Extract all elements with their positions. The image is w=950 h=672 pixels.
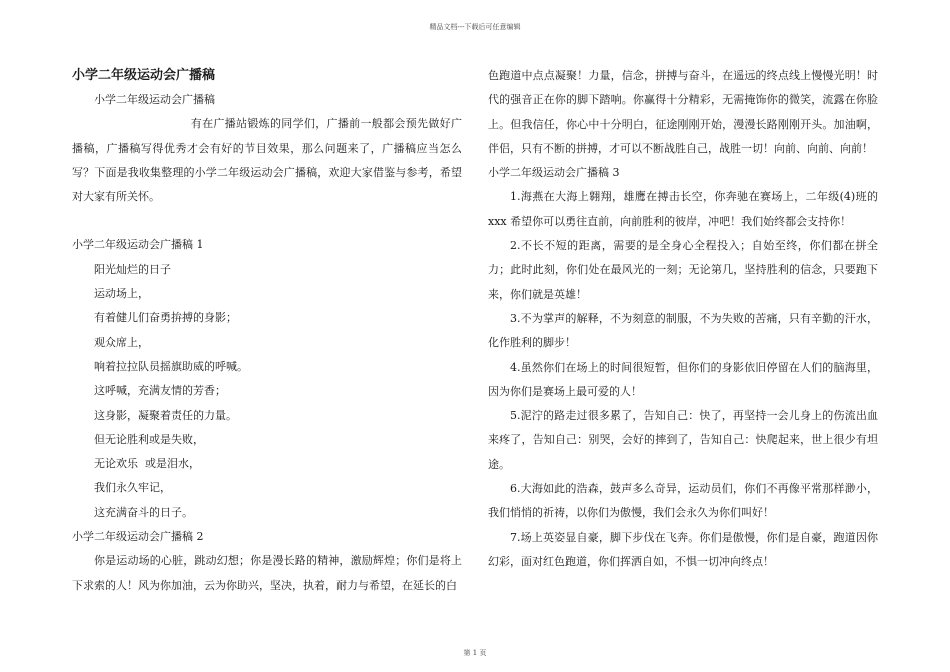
poem-line: 我们永久牢记， — [94, 481, 171, 495]
list-item: 1.海燕在大海上翱翔，雄鹰在搏击长空，你奔驰在赛场上，二年级(4)班的 xxx 希望你可以勇往直前，向前胜利的彼岸，冲吧！我们始终都会支持你！ — [488, 190, 878, 228]
poem-line: 这身影，凝聚着责任的力量。 — [94, 408, 237, 422]
list-item: 6.大海如此的浩森，鼓声多么奇异，运动员们，你们不再像平常那样渺小，我们悄悄的祈祷，以你们为傲慢，我们会永久为你们叫好！ — [488, 482, 878, 520]
poem-line: 响着拉拉队员摇旗助威的呼喊。 — [94, 359, 248, 373]
poem-line: 观众席上， — [94, 335, 149, 349]
section2-heading: 小学二年级运动会广播稿 2 — [72, 530, 204, 544]
poem-line: 运动场上， — [94, 287, 149, 301]
section2-paragraph-continued: 色跑道中点点凝聚！力量，信念，拼搏与奋斗，在遥远的终点线上慢慢光明！时代的强音正在你的脚下踏响。你赢得十分精彩，无需掩饰你的微笑，流露在你脸上。但我信任，你心中十分明白，征途刚刚开始，漫漫长路刚刚开头。加油啊，伴侣，只有不断的拼搏，才可以不断战胜自己，战胜一切！向前、向前、向前！ — [488, 69, 878, 155]
right-column — [488, 64, 878, 574]
section2-paragraph: 你是运动场的心脏，跳动幻想；你是漫长路的精神，激励辉煌；你们是将上下求索的人！风为你加油，云为你助兴，坚决，执着，耐力与希望，在延长的白 — [72, 554, 462, 592]
subtitle: 小学二年级运动会广播稿 — [94, 93, 215, 106]
page-footer: 第 1 页 — [463, 649, 487, 657]
section3-heading: 小学二年级运动会广播稿 3 — [488, 166, 620, 180]
list-item: 3.不为掌声的解释，不为刻意的制服，不为失败的苦痛，只有辛勤的汗水，化作胜利的脚步！ — [488, 311, 878, 350]
list-item: 2.不长不短的距离，需要的是全身心全程投入；自始至终，你们都在拼全力；此时此刻，你们处在最风光的一刻；无论第几，坚持胜利的信念，只要跑下来，你们就是英雄！ — [488, 239, 878, 301]
left-column — [72, 64, 462, 598]
poem-line: 阳光灿烂的日子 — [94, 262, 171, 276]
list-item: 7.场上英姿显自豪，脚下步伐在飞奔。你们是傲慢，你们是自豪，跑道因你幻彩，面对红色跑道，你们挥洒自如，不惧一切冲向终点！ — [488, 530, 878, 568]
page-header: 精品文档---下载后可任意编辑 — [429, 23, 521, 31]
poem-line: 这充满奋斗的日子。 — [94, 505, 193, 519]
poem-line: 但无论胜利或是失败， — [94, 432, 204, 446]
intro-paragraph: 有在广播站锻炼的同学们，广播前一般都会预先做好广播稿，广播稿写得优秀才会有好的节目效果，那么问题来了，广播稿应当怎么写？下面是我收集整理的小学二年级运动会广播稿，欢迎大家借鉴与参考，希望对大家有所关怀。 — [72, 117, 462, 204]
poem-line: 这呼喊，充满友情的芳香； — [94, 384, 226, 398]
poem-line: 无论欢乐 或是泪水， — [94, 457, 200, 471]
list-item: 5.泥泞的路走过很多累了，告知自己：快了，再坚持一会儿身上的伤流出血来疼了，告知自己：别哭，会好的摔到了，告知自己：快爬起来，世上很少有坦途。 — [488, 409, 878, 471]
spacer — [72, 209, 462, 233]
poem-line: 有着健儿们奋勇拚搏的身影； — [94, 311, 237, 325]
document-title: 小学二年级运动会广播稿 — [72, 68, 216, 83]
section1-heading: 小学二年级运动会广播稿 1 — [72, 238, 204, 252]
list-item: 4.虽然你们在场上的时间很短暂，但你们的身影依旧停留在人们的脑海里，因为你们是赛场上最可爱的人！ — [488, 360, 878, 398]
